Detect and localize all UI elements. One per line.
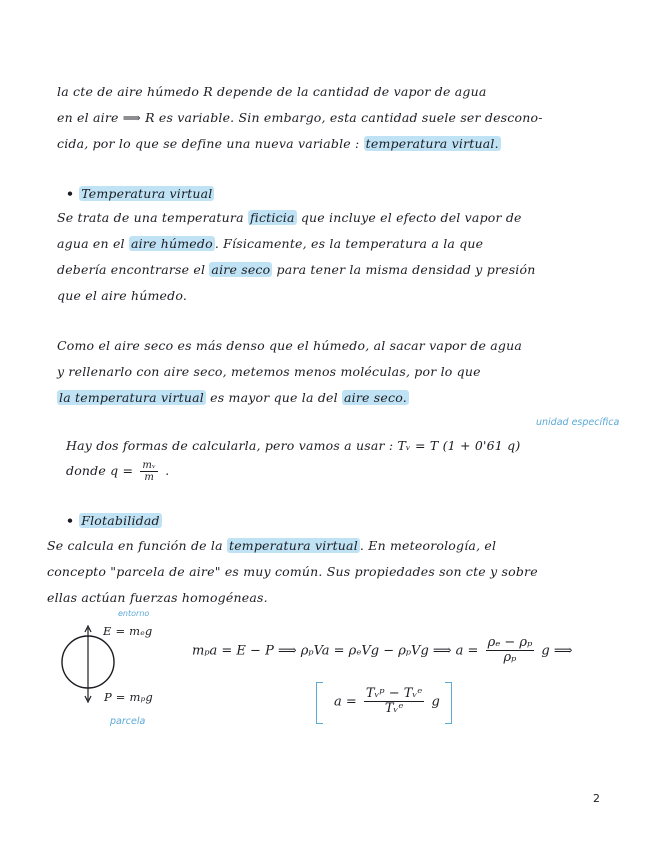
sec1-line2 bbox=[57, 236, 483, 251]
q-period: . bbox=[165, 463, 170, 478]
para3-donde: donde bbox=[66, 463, 106, 478]
para2-line2: y rellenarlo con aire seco, metemos menos moléculas, por lo que bbox=[57, 364, 481, 379]
annotation-unidad-especifica: unidad específica bbox=[536, 417, 620, 428]
sec1-line1-c: que incluye el efecto del vapor de bbox=[300, 210, 522, 225]
para3-line2 bbox=[66, 460, 169, 483]
bullet-icon: • bbox=[66, 186, 75, 201]
page-number: 2 bbox=[593, 792, 600, 805]
highlight-ficticia: ficticia bbox=[249, 210, 295, 225]
para1-line3-text: cida, por lo que se define una nueva variable : bbox=[57, 136, 360, 151]
force-e: E = mₑg bbox=[103, 624, 153, 638]
sec1-line3-a: debería encontrarse el bbox=[57, 262, 206, 277]
force-p: P = mₚg bbox=[104, 690, 153, 704]
boxed-formula bbox=[334, 687, 440, 717]
sec2-line1-a: Se calcula en función de la bbox=[47, 538, 223, 553]
sec1-line1 bbox=[57, 210, 522, 225]
boxed-denominator: Tᵥᵉ bbox=[384, 701, 404, 717]
highlight-aire-seco: aire seco bbox=[211, 262, 271, 277]
q-lhs: q = bbox=[110, 463, 134, 478]
highlight-temperatura-virtual-3: temperatura virtual bbox=[228, 538, 358, 553]
buoyancy-equation bbox=[192, 636, 573, 666]
formula-virtual-temperature: Tᵥ = T (1 + 0'61 q) bbox=[397, 438, 521, 453]
density-fraction bbox=[486, 636, 535, 666]
sec2-line3: ellas actúan fuerzas homogéneas. bbox=[47, 590, 268, 605]
equation-part1: mₚa = E − P ⟹ ρₚVa = ρₑVg − ρₚVg ⟹ a = bbox=[192, 643, 479, 659]
para3-line1 bbox=[66, 438, 520, 453]
sec1-line2-a: agua en el bbox=[57, 236, 125, 251]
para2-line3-b: es mayor que la del bbox=[210, 390, 338, 405]
heading-text: Flotabilidad bbox=[81, 513, 160, 528]
left-bracket bbox=[316, 682, 323, 724]
sec1-line3-c: para tener la misma densidad y presión bbox=[276, 262, 536, 277]
section-heading-temperatura-virtual bbox=[66, 186, 214, 201]
heading-text: Temperatura virtual bbox=[81, 186, 213, 201]
sec1-line3 bbox=[57, 262, 535, 277]
sec2-line1 bbox=[47, 538, 496, 553]
para1-line1: la cte de aire húmedo R depende de la cantidad de vapor de agua bbox=[57, 84, 487, 99]
highlight-temperatura-virtual-2: la temperatura virtual bbox=[59, 390, 204, 405]
highlight-temperatura-virtual: temperatura virtual. bbox=[365, 136, 499, 151]
para2-line1: Como el aire seco es más denso que el húmedo, al sacar vapor de agua bbox=[57, 338, 522, 353]
para1-line3 bbox=[57, 136, 501, 151]
boxed-result bbox=[316, 682, 452, 724]
highlight-aire-seco-2: aire seco. bbox=[344, 390, 407, 405]
sec1-line2-c: . Físicamente, es la temperatura a la que bbox=[214, 236, 484, 251]
highlight-aire-humedo: aire húmedo bbox=[130, 236, 213, 251]
annotation-parcela: parcela bbox=[110, 716, 146, 727]
boxed-lhs: a = bbox=[334, 694, 357, 710]
boxed-numerator: Tᵥᵖ − Tᵥᵉ bbox=[365, 686, 423, 701]
para3-line1-text: Hay dos formas de calcularla, pero vamos a usar : bbox=[66, 438, 394, 453]
para2-line3 bbox=[57, 390, 409, 405]
right-bracket bbox=[445, 682, 452, 724]
annotation-entorno: entorno bbox=[118, 609, 150, 618]
equation-part2: g ⟹ bbox=[541, 643, 573, 659]
para1-line2: en el aire ⟹ R es variable. Sin embargo, esta cantidad suele ser descono- bbox=[57, 110, 543, 125]
boxed-fraction bbox=[364, 687, 424, 717]
density-numerator: ρₑ − ρₚ bbox=[487, 635, 533, 650]
q-fraction bbox=[140, 460, 158, 483]
sec2-line1-c: . En meteorología, el bbox=[359, 538, 497, 553]
q-denominator: m bbox=[144, 472, 155, 483]
q-numerator: mᵥ bbox=[142, 460, 157, 471]
sec1-line4: que el aire húmedo. bbox=[57, 288, 188, 303]
bullet-icon: • bbox=[66, 513, 75, 528]
section-heading-flotabilidad bbox=[66, 513, 162, 528]
sec1-line1-a: Se trata de una temperatura bbox=[57, 210, 244, 225]
density-denominator: ρₚ bbox=[503, 650, 517, 666]
sec2-line2: concepto "parcela de aire" es muy común. Sus propiedades son cte y sobre bbox=[47, 564, 538, 579]
boxed-rhs: g bbox=[431, 694, 440, 710]
